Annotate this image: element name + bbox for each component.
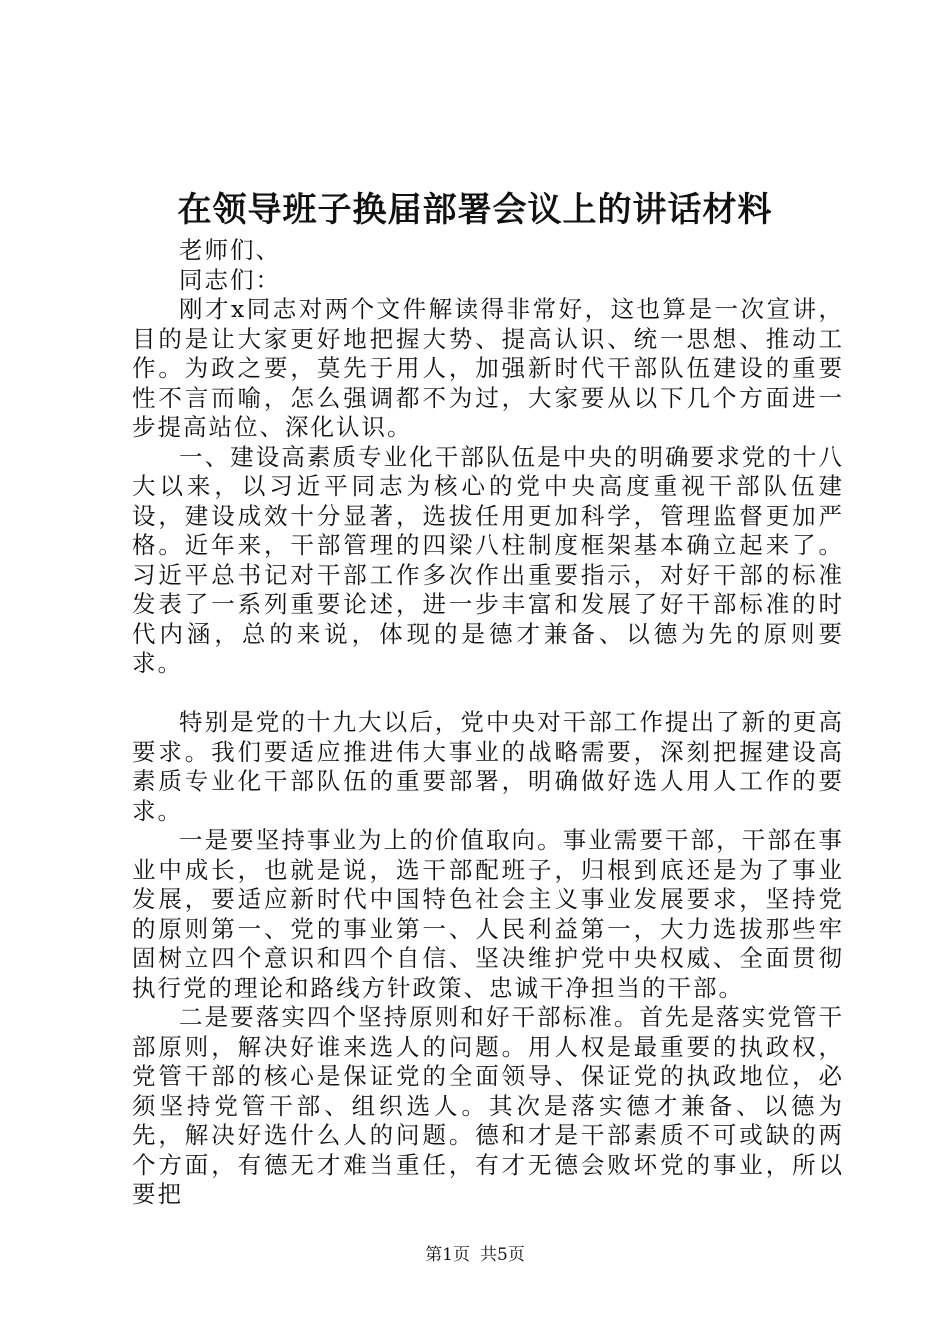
page-number: 第1页	[425, 1245, 470, 1265]
page-total: 共5页	[480, 1245, 525, 1265]
paragraph-intro: 刚才x同志对两个文件解读得非常好，这也算是一次宣讲，目的是让大家更好地把握大势、提高认识、统一思想、推动工作。为政之要，莫先于用人，加强新时代干部队伍建设的重要性不言而喻，怎么强调都不为过，大家要从以下几个方面进一步提高站位、深化认识。	[132, 295, 844, 441]
page-footer	[0, 1244, 950, 1266]
salutation-comrades: 同志们：	[179, 265, 281, 294]
paragraph-spacer	[132, 679, 844, 709]
salutation-teachers: 老师们、	[179, 236, 281, 264]
paragraph-nineteenth-congress: 特别是党的十九大以后，党中央对干部工作提出了新的更高要求。我们要适应推进伟大事业的战略需要，深刻把握建设高素质专业化干部队伍的重要部署，明确做好选人用人工作的要求。	[132, 708, 844, 825]
document-body	[132, 236, 844, 1210]
paragraph-point-one: 一是要坚持事业为上的价值取向。事业需要干部，干部在事业中成长，也就是说，选干部配班子，归根到底还是为了事业发展，要适应新时代中国特色社会主义事业发展要求，坚持党的原则第一、党的事业第一、人民利益第一，大力选拔那些牢固树立四个意识和四个自信、坚决维护党中央权威、全面贯彻执行党的理论和路线方针政策、忠诚干净担当的干部。	[132, 826, 844, 1002]
paragraph-section-one: 一、建设高素质专业化干部队伍是中央的明确要求党的十八大以来，以习近平同志为核心的党中央高度重视干部队伍建设，建设成效十分显著，选拔任用更加科学，管理监督更加严格。近年来，干部管理的四梁八柱制度框架基本确立起来了。习近平总书记对干部工作多次作出重要指示，对好干部的标准发表了一系列重要论述，进一步丰富和发展了好干部标准的时代内涵，总的来说，体现的是德才兼备、以德为先的原则要求。	[132, 442, 844, 677]
paragraph-point-two: 二是要落实四个坚持原则和好干部标准。首先是落实党管干部原则，解决好谁来选人的问题。用人权是最重要的执政权，党管干部的核心是保证党的全面领导、保证党的执政地位，必须坚持党管干部、组织选人。其次是落实德才兼备、以德为先，解决好选什么人的问题。德和才是干部素质不可或缺的两个方面，有德无才难当重任，有才无德会败坏党的事业，所以要把	[132, 1003, 844, 1208]
document-title: 在领导班子换届部署会议上的讲话材料	[177, 190, 773, 230]
